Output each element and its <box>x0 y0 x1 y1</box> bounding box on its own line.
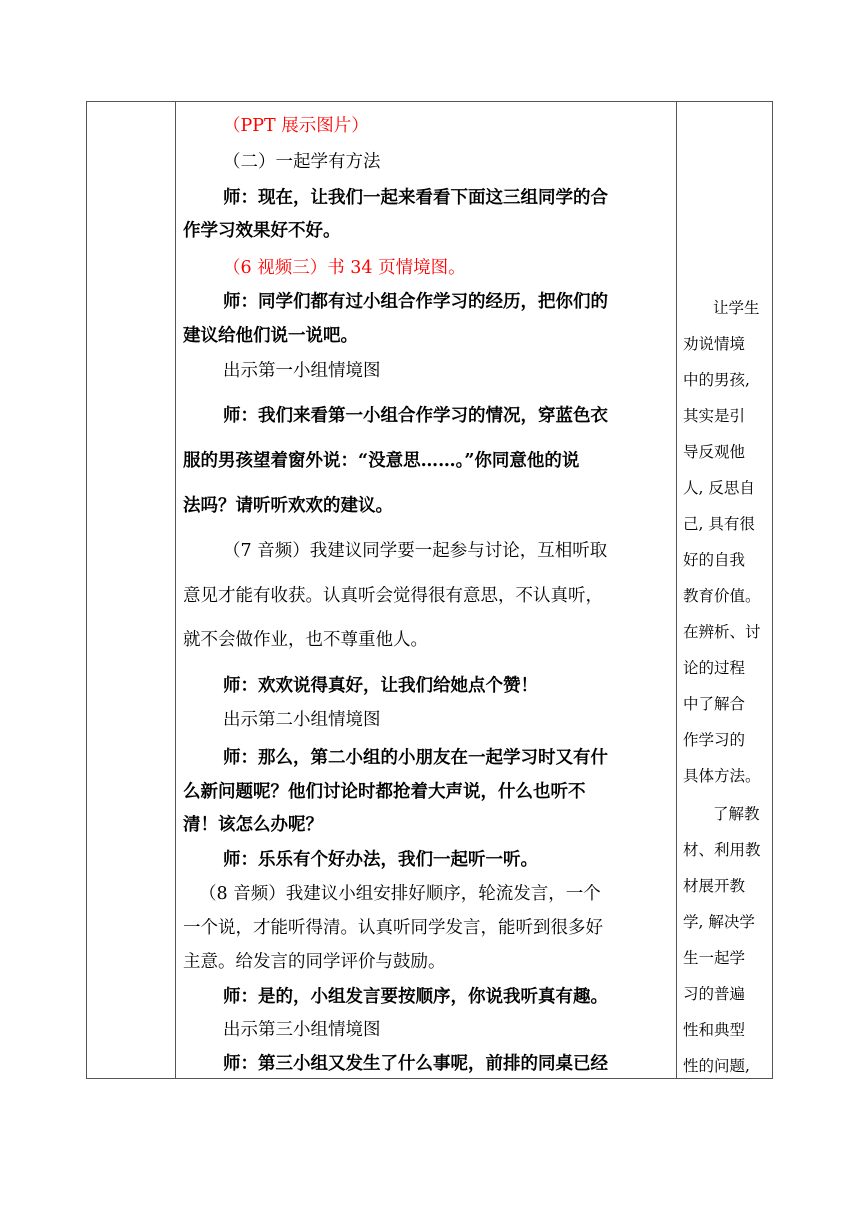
teacher-line: 师：现在，让我们一起来看看下面这三组同学的合 <box>223 188 608 208</box>
teacher-line: 师：乐乐有个好办法，我们一起听一听。 <box>223 850 538 870</box>
teacher-line: 服的男孩望着窗外说：“没意思……。”你同意他的说 <box>183 451 580 471</box>
intent-line: 论的过程 <box>683 659 746 677</box>
intent-line: 在辨析、讨 <box>683 623 761 641</box>
teacher-line: 师：是的，小组发言要按顺序，你说我听真有趣。 <box>223 987 608 1007</box>
intent-line: 中了解合 <box>683 695 746 713</box>
teacher-line: 师：同学们都有过小组合作学习的经历，把你们的 <box>223 292 608 312</box>
intent-line: 性和典型 <box>683 1021 746 1039</box>
audio-suggestion: （7 音频）我建议同学要一起参与讨论，互相听取 <box>223 541 608 561</box>
intent-line: 中的男孩, <box>683 371 750 389</box>
teacher-line: 清！该怎么办呢？ <box>183 815 323 835</box>
intent-line: 教育价值。 <box>683 587 761 605</box>
intent-line: 具体方法。 <box>683 767 761 785</box>
audio-suggestion: 主意。给发言的同学评价与鼓励。 <box>183 952 446 972</box>
table-right-border <box>772 101 773 1079</box>
teacher-line: 师：我们来看第一小组合作学习的情况，穿蓝色衣 <box>223 406 608 426</box>
intent-line: 学, 解决学 <box>683 913 755 931</box>
column-divider-2 <box>676 101 677 1079</box>
intent-line: 生一起学 <box>683 949 746 967</box>
video-note: （6 视频三）书 34 页情境图。 <box>223 258 466 278</box>
table-left-border <box>86 101 87 1079</box>
teacher-line: 法吗？请听听欢欢的建议。 <box>183 496 393 516</box>
intent-line: 材展开教 <box>683 877 746 895</box>
table-top-border <box>86 101 773 102</box>
intent-line: 劝说情境 <box>683 335 746 353</box>
teacher-line: 师：第三小组又发生了什么事呢，前排的同桌已经 <box>223 1054 608 1074</box>
column-divider-1 <box>175 101 176 1079</box>
intent-line: 己, 具有很 <box>683 515 755 533</box>
teacher-line: 作学习效果好不好。 <box>183 221 341 241</box>
teacher-line: 师：那么，第二小组的小朋友在一起学习时又有什 <box>223 748 608 768</box>
intent-line: 习的普遍 <box>683 985 746 1003</box>
group-scene-label: 出示第三小组情境图 <box>223 1020 381 1040</box>
group-scene-label: 出示第二小组情境图 <box>223 710 381 730</box>
teacher-line: 建议给他们说一说吧。 <box>183 326 358 346</box>
audio-suggestion: 意见才能有收获。认真听会觉得很有意思，不认真听， <box>183 586 603 606</box>
intent-line: 了解教 <box>713 805 760 823</box>
audio-suggestion: （8 音频）我建议小组安排好顺序，轮流发言，一个 <box>199 884 601 904</box>
ppt-note: （PPT 展示图片） <box>223 116 369 136</box>
intent-line: 性的问题, <box>683 1057 750 1075</box>
audio-suggestion: 一个说，才能听得清。认真听同学发言，能听到很多好 <box>183 918 603 938</box>
intent-line: 作学习的 <box>683 731 746 749</box>
teacher-line: 么新问题呢？他们讨论时都抢着大声说，什么也听不 <box>183 782 586 802</box>
intent-line: 好的自我 <box>683 551 746 569</box>
section-heading: （二）一起学有方法 <box>223 152 381 172</box>
intent-line: 其实是引 <box>683 407 746 425</box>
group-scene-label: 出示第一小组情境图 <box>223 361 381 381</box>
audio-suggestion: 就不会做作业，也不尊重他人。 <box>183 630 428 650</box>
intent-line: 导反观他 <box>683 443 746 461</box>
teacher-line: 师：欢欢说得真好，让我们给她点个赞！ <box>223 676 538 696</box>
intent-line: 人, 反思自 <box>683 479 755 497</box>
intent-line: 材、利用教 <box>683 841 761 859</box>
intent-line: 让学生 <box>713 299 760 317</box>
